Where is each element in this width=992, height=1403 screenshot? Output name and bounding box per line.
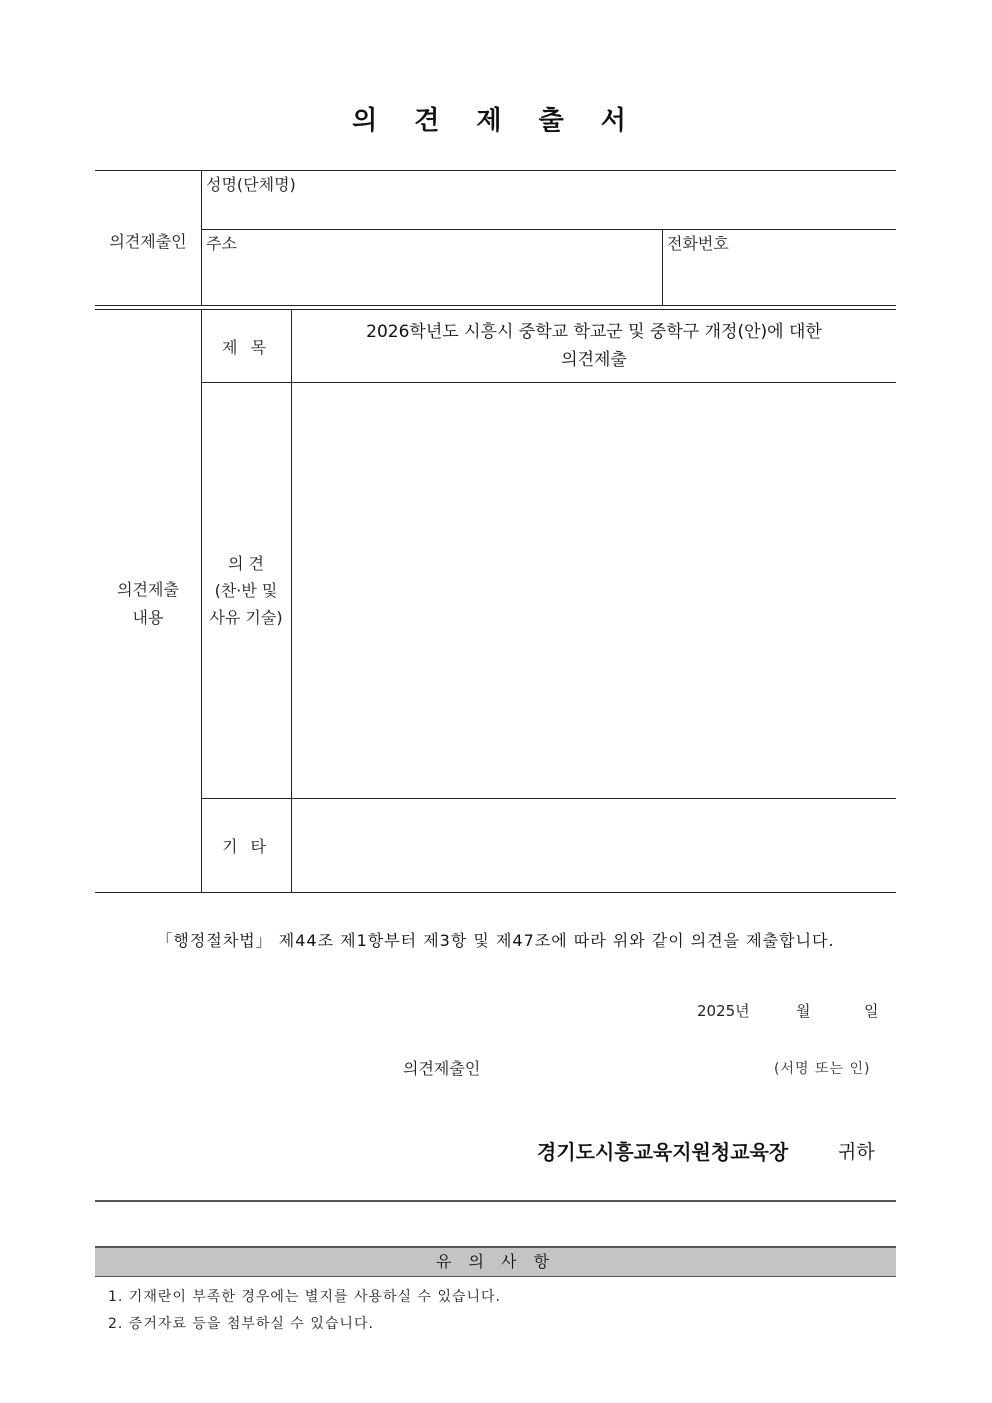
double-border-bottom — [95, 309, 896, 310]
legal-statement: 「행정절차법」 제44조 제1항부터 제3항 및 제47조에 따라 위와 같이 의견을 제출합니다. — [156, 931, 835, 950]
content-section-label-line2: 내용 — [132, 608, 164, 627]
content-section-label — [95, 576, 201, 632]
recipient-suffix: 귀하 — [838, 1141, 875, 1163]
signer-label: 의견제출인 — [403, 1059, 481, 1078]
document-title: 의 견 제 출 서 — [352, 106, 640, 136]
date-year: 2025년 — [697, 1002, 750, 1020]
recipient: 경기도시흥교육지원청교육장 — [537, 1140, 789, 1164]
notice-header: 유 의 사 항 — [95, 1246, 896, 1277]
subject-text-line2: 의견제출 — [561, 350, 627, 370]
name-field-label: 성명(단체명) — [206, 175, 296, 194]
address-field-label: 주소 — [206, 234, 237, 253]
subject-text-line1: 2026학년도 시흥시 중학교 학교군 및 중학구 개정(안)에 대한 — [366, 322, 822, 342]
notice-item-1: 1. 기재란이 부족한 경우에는 별지를 사용하실 수 있습니다. — [108, 1289, 502, 1305]
opinion-label-line2: (찬·반 및 — [214, 581, 278, 600]
date-month: 월 — [796, 1002, 811, 1020]
name-row-border — [201, 229, 896, 230]
double-border-top — [95, 305, 896, 306]
table-bottom-border — [95, 892, 896, 893]
subject-label: 제 목 — [222, 338, 270, 357]
separator-line — [95, 1200, 896, 1202]
content-section-label-line1: 의견제출 — [117, 580, 179, 599]
notice-item-2: 2. 증거자료 등을 첨부하실 수 있습니다. — [108, 1316, 374, 1332]
date-day: 일 — [864, 1002, 879, 1020]
opinion-label-line3: 사유 기술) — [209, 608, 283, 627]
name-field[interactable] — [202, 190, 895, 228]
phone-field[interactable] — [663, 250, 895, 304]
opinion-label — [201, 550, 291, 631]
opinion-label-line1: 의 견 — [228, 554, 264, 573]
phone-field-label: 전화번호 — [667, 234, 729, 253]
other-label: 기 타 — [222, 837, 270, 856]
address-field[interactable] — [202, 250, 661, 304]
signature-hint: (서명 또는 인) — [774, 1061, 871, 1077]
submitter-section-label: 의견제출인 — [109, 232, 187, 251]
other-field[interactable] — [292, 799, 895, 891]
table-top-border — [95, 170, 896, 171]
opinion-field[interactable] — [292, 383, 895, 797]
subject-text — [292, 318, 896, 374]
